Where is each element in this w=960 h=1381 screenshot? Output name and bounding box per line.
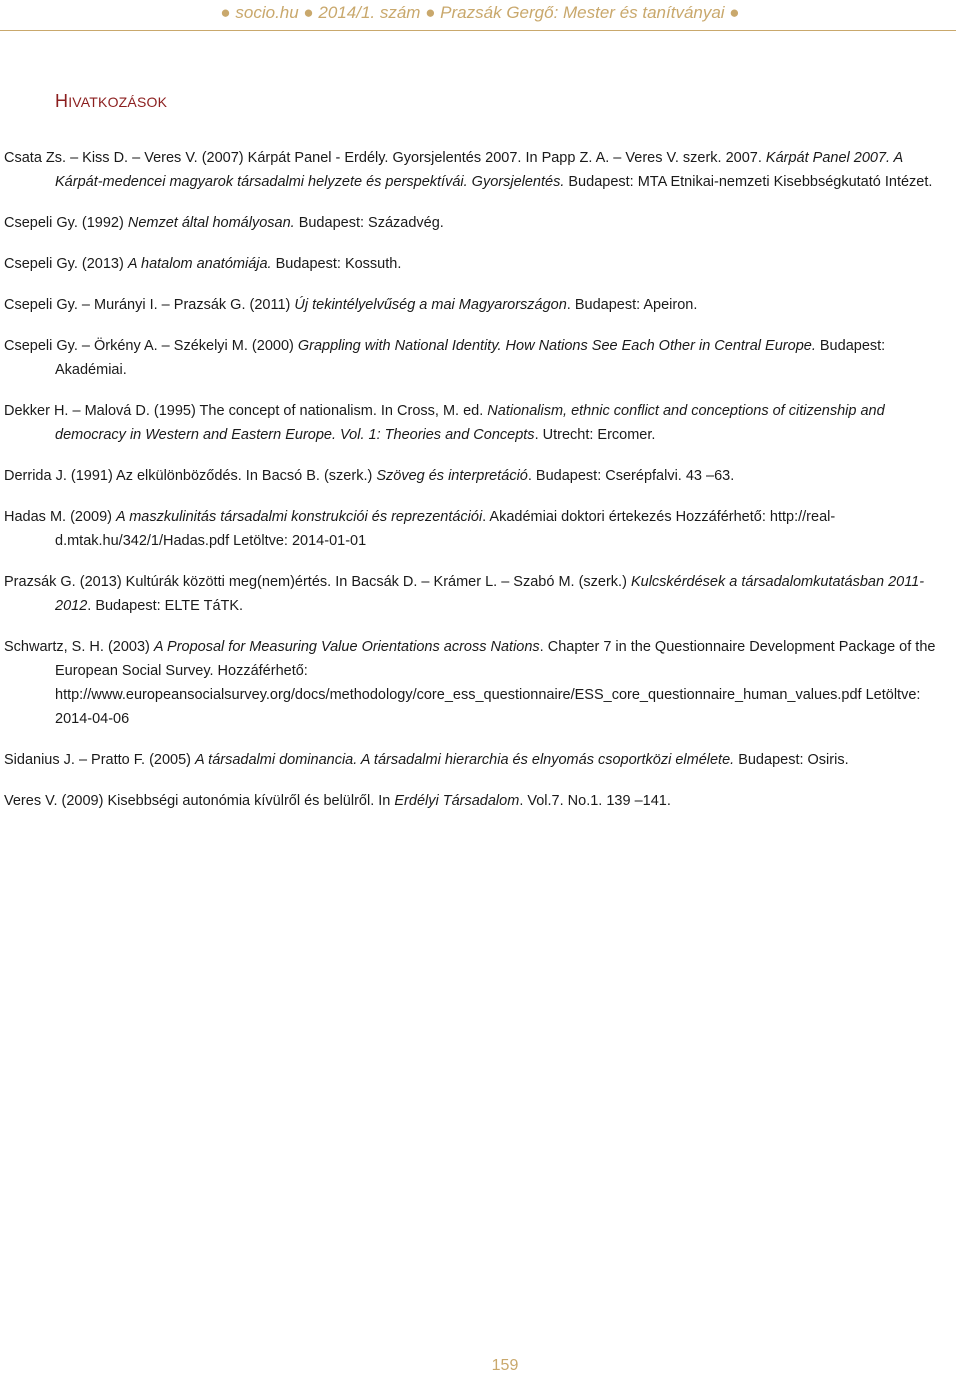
page-number: 159 bbox=[491, 1357, 519, 1374]
ref-text: Budapest: Akadémiai. bbox=[55, 338, 886, 378]
ref-text: Schwartz, S. H. (2003) bbox=[4, 639, 154, 655]
reference-item bbox=[4, 505, 939, 553]
reference-item bbox=[4, 211, 939, 235]
ref-text: Veres V. (2009) Kisebbségi autonómia kívülről és belülről. In bbox=[4, 793, 395, 809]
reference-item bbox=[4, 146, 939, 194]
reference-list bbox=[4, 146, 939, 830]
section-title bbox=[55, 91, 167, 112]
ref-text: . Akadémiai doktori értekezés Hozzáférhető: http://real-d.mtak.hu/342/1/Hadas.pdf Letöltve: 2014-01-01 bbox=[55, 509, 836, 549]
reference-item bbox=[4, 252, 939, 276]
ref-text: Csepeli Gy. – Örkény A. – Székelyi M. (2000) bbox=[4, 338, 298, 354]
ref-title: Kárpát Panel 2007. A Kárpát-medencei magyarok társadalmi helyzete és perspektívái. Gyorsjelentés. bbox=[55, 150, 903, 190]
reference-item bbox=[4, 464, 939, 488]
ref-text: Prazsák G. (2013) Kultúrák közötti meg(nem)értés. In Bacsák D. – Krámer L. – Szabó M. (szerk.) bbox=[4, 574, 631, 590]
header-divider bbox=[0, 30, 956, 31]
ref-text: . Budapest: Cserépfalvi. 43 –63. bbox=[527, 468, 735, 484]
reference-item bbox=[4, 635, 939, 731]
ref-text: . Budapest: ELTE TáTK. bbox=[87, 598, 244, 614]
ref-title: Új tekintélyelvűség a mai Magyarországon bbox=[294, 297, 567, 313]
ref-title: A társadalmi dominancia. A társadalmi hierarchia és elnyomás csoportközi elmélete. bbox=[195, 752, 735, 768]
ref-title: Erdélyi Társadalom bbox=[394, 793, 520, 809]
reference-item bbox=[4, 334, 939, 382]
ref-title: A Proposal for Measuring Value Orientations across Nations bbox=[153, 639, 540, 655]
section-title-rest: IVATKOZÁSOK bbox=[68, 94, 168, 110]
ref-text: Budapest: Kossuth. bbox=[271, 256, 402, 272]
reference-item bbox=[4, 789, 939, 813]
ref-text: . Budapest: Apeiron. bbox=[566, 297, 698, 313]
ref-title: A maszkulinitás társadalmi konstrukciói és reprezentációi bbox=[116, 509, 483, 525]
ref-text: Sidanius J. – Pratto F. (2005) bbox=[4, 752, 196, 768]
ref-title: Nemzet által homályosan. bbox=[127, 215, 295, 231]
reference-item bbox=[4, 293, 939, 317]
ref-text: Csepeli Gy. (2013) bbox=[4, 256, 128, 272]
ref-text: Budapest: Osiris. bbox=[734, 752, 849, 768]
ref-text: Dekker H. – Malová D. (1995) The concept of nationalism. In Cross, M. ed. bbox=[4, 403, 488, 419]
ref-text: Csepeli Gy. (1992) bbox=[4, 215, 128, 231]
ref-text: . Vol.7. No.1. 139 –141. bbox=[519, 793, 671, 809]
ref-title: A hatalom anatómiája. bbox=[127, 256, 272, 272]
reference-item bbox=[4, 399, 939, 447]
ref-title: Szöveg és interpretáció bbox=[376, 468, 528, 484]
ref-text: . Utrecht: Ercomer. bbox=[534, 427, 656, 443]
ref-title: Grappling with National Identity. How Nations See Each Other in Central Europe. bbox=[297, 338, 816, 354]
reference-item bbox=[4, 748, 939, 772]
ref-text: . Chapter 7 in the Questionnaire Development Package of the European Social Survey. Hozzáférhető: http://www.europeansocialsurvey.org/docs/methodology/core_ess_questionnaire/ESS_core_questionnaire_human_values.pdf Letöltve: 2014-04-06 bbox=[55, 639, 936, 727]
ref-text: Derrida J. (1991) Az elkülönböződés. In Bacsó B. (szerk.) bbox=[4, 468, 377, 484]
ref-text: Csepeli Gy. – Murányi I. – Prazsák G. (2011) bbox=[4, 297, 295, 313]
ref-text: Csata Zs. – Kiss D. – Veres V. (2007) Kárpát Panel - Erdély. Gyorsjelentés 2007. In Papp Z. A. – Veres V. szerk. 2007. bbox=[4, 150, 766, 166]
section-title-initial: H bbox=[55, 91, 69, 111]
ref-text: Budapest: Századvég. bbox=[294, 215, 444, 231]
ref-text: Hadas M. (2009) bbox=[4, 509, 117, 525]
ref-title: Kulcskérdések a társadalomkutatásban 2011-2012 bbox=[55, 574, 925, 614]
ref-text: Budapest: MTA Etnikai-nemzeti Kisebbségkutató Intézet. bbox=[564, 174, 933, 190]
running-header: ● socio.hu ● 2014/1. szám ● Prazsák Gergő: Mester és tanítványai ● bbox=[220, 3, 740, 22]
ref-title: Nationalism, ethnic conflict and conceptions of citizenship and democracy in Western and Eastern Europe. Vol. 1: Theories and Concepts bbox=[55, 403, 885, 443]
reference-item bbox=[4, 570, 939, 618]
